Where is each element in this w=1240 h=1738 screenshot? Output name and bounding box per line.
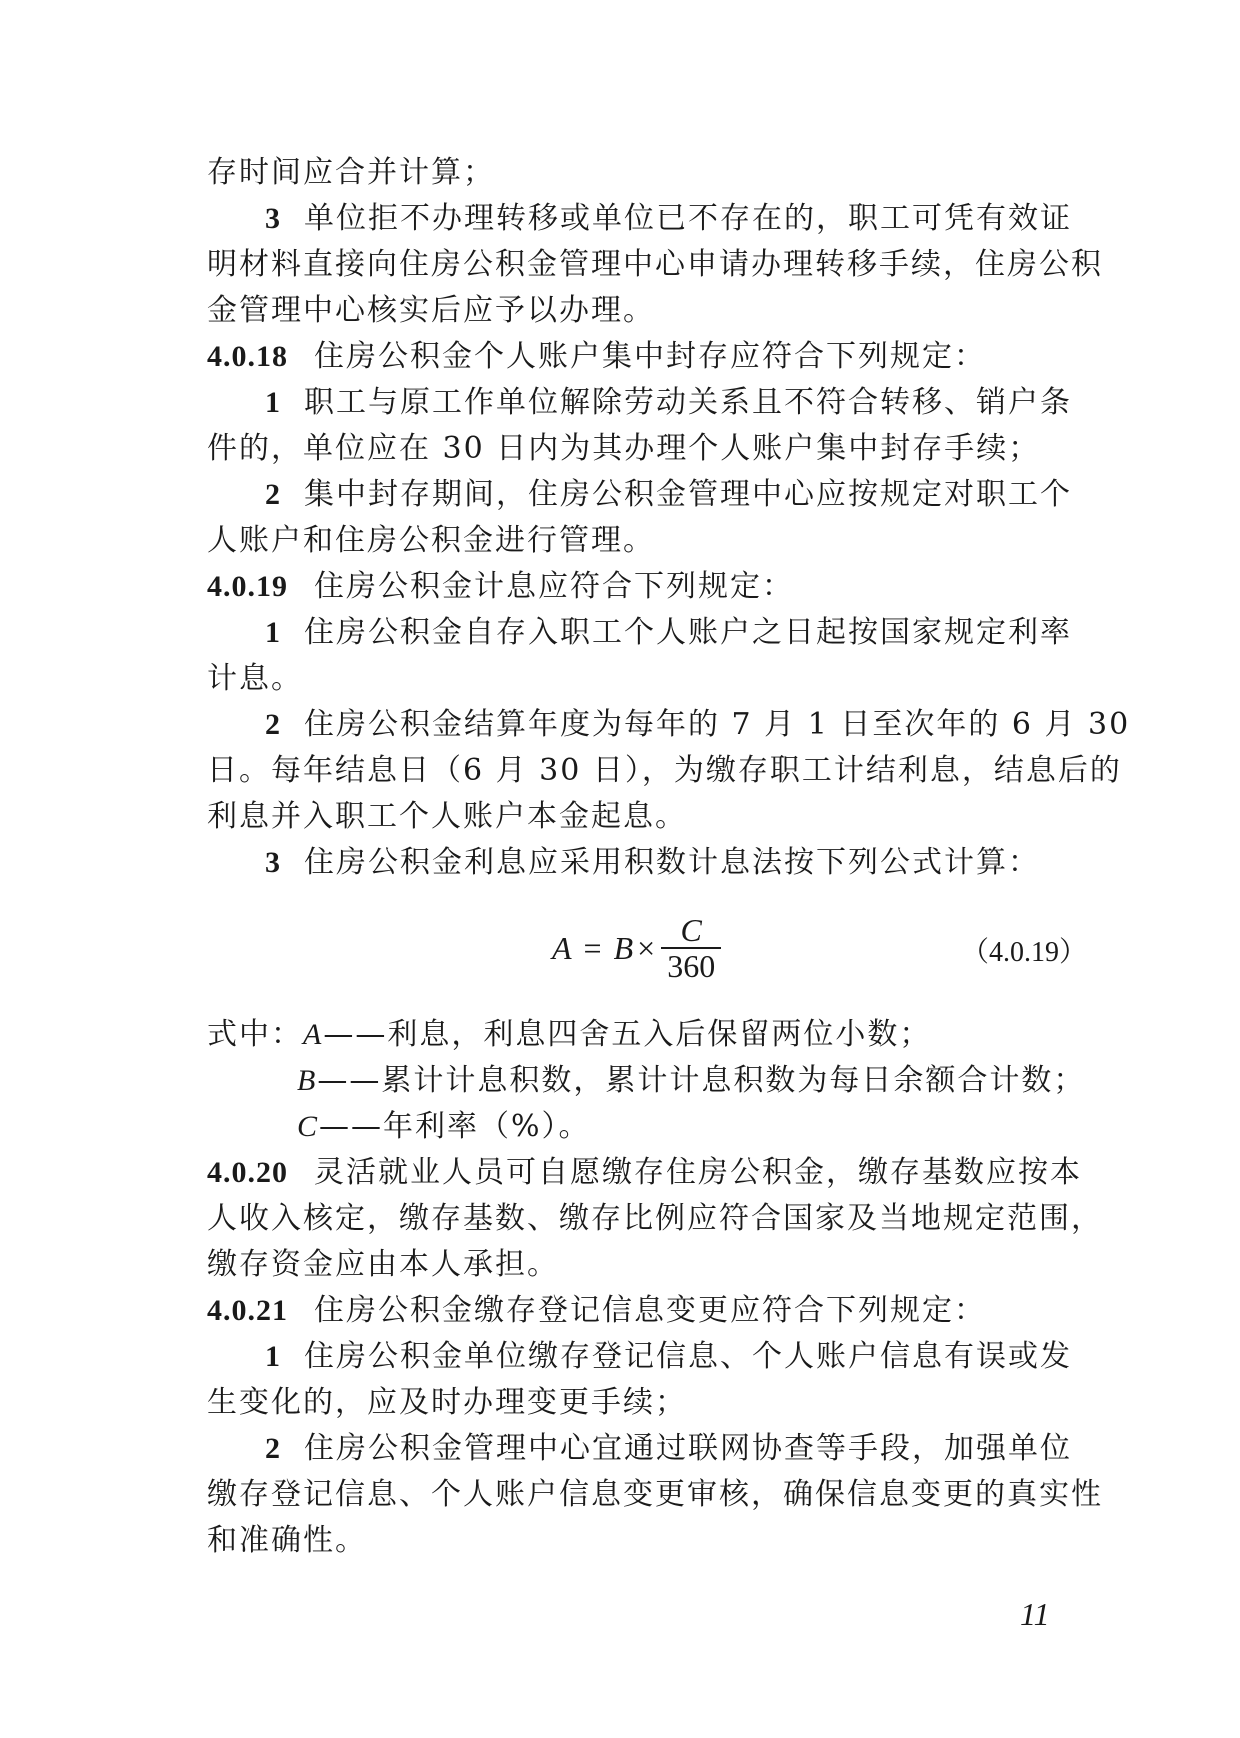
clause-text: 住房公积金个人账户集中封存应符合下列规定： [314,339,986,374]
list-item [207,610,1087,656]
text-line: 金管理中心核实后应予以办理。 [207,293,655,328]
list-item [207,1334,1087,1380]
formula-equals: = [583,929,602,966]
clause-heading [207,1150,1087,1196]
page-number: 11 [1020,1596,1050,1632]
where-prefix: 式中： [207,1017,303,1052]
text-line: 明材料直接向住房公积金管理中心申请办理转移手续，住房公积 [207,247,1103,282]
item-number: 1 [265,386,282,419]
item-text: 住房公积金自存入职工个人账户之日起按国家规定利率 [304,615,1072,650]
list-item [207,196,1087,242]
formula-var-a: A [552,929,572,966]
item-number: 2 [265,708,282,741]
text-line: 存时间应合并计算； [207,155,495,190]
where-desc-b: ——累计计息积数，累计计息积数为每日余额合计数； [317,1063,1086,1098]
where-line-b [207,1058,1087,1104]
text-line: 日。每年结息日（6 月 30 日），为缴存职工计结利息，结息后的 [207,753,1122,788]
text-line: 人账户和住房公积金进行管理。 [207,523,655,558]
text-line: 计息。 [207,661,303,696]
formula-numerator: C [680,912,702,948]
item-number: 1 [265,1340,282,1373]
text-line: 生变化的，应及时办理变更手续； [207,1385,687,1420]
clause-heading [207,564,1087,610]
clause-heading [207,1288,1087,1334]
body-text-top [207,150,1131,886]
clause-heading [207,334,1087,380]
formula-expression [552,908,721,988]
item-number: 1 [265,616,282,649]
text-line: 和准确性。 [207,1523,367,1558]
formula-denominator: 360 [667,948,716,984]
item-text: 住房公积金管理中心宜通过联网协查等手段，加强单位 [304,1431,1072,1466]
item-text: 集中封存期间，住房公积金管理中心应按规定对职工个 [304,477,1072,512]
text-line: 人收入核定，缴存基数、缴存比例应符合国家及当地规定范围， [207,1201,1103,1236]
formula-number: （4.0.19） [960,937,1087,968]
clause-number: 4.0.19 [207,570,288,603]
formula-fraction [661,913,721,983]
where-var-b: B [297,1064,318,1097]
text-line: 缴存资金应由本人承担。 [207,1247,559,1282]
text-line: 缴存登记信息、个人账户信息变更审核，确保信息变更的真实性 [207,1477,1103,1512]
list-item [207,1426,1087,1472]
clause-text: 住房公积金缴存登记信息变更应符合下列规定： [314,1293,986,1328]
where-line-a [207,1012,1087,1058]
formula-var-b: B [613,929,634,966]
list-item [207,380,1087,426]
item-number: 3 [265,846,282,879]
list-item [207,702,1131,748]
formula [207,908,1087,988]
text-line: 利息并入职工个人账户本金起息。 [207,799,687,834]
item-text: 住房公积金结算年度为每年的 7 月 1 日至次年的 6 月 30 [304,707,1131,742]
where-var-a: A [303,1018,324,1051]
clause-number: 4.0.21 [207,1294,288,1327]
item-text: 单位拒不办理转移或单位已不存在的，职工可凭有效证 [304,201,1072,236]
clause-text: 灵活就业人员可自愿缴存住房公积金，缴存基数应按本 [314,1155,1082,1190]
list-item [207,840,1087,886]
clause-number: 4.0.20 [207,1156,288,1189]
where-desc-a: ——利息，利息四舍五入后保留两位小数； [323,1017,932,1052]
formula-times: × [637,929,656,966]
clause-text: 住房公积金计息应符合下列规定： [314,569,794,604]
list-item [207,472,1087,518]
item-text: 住房公积金利息应采用积数计息法按下列公式计算： [304,845,1040,880]
text-line: 件的，单位应在 30 日内为其办理个人账户集中封存手续； [207,431,1041,466]
body-text-bottom [207,1012,1103,1564]
where-desc-c: ——年利率（%）。 [319,1109,591,1144]
where-line-c [207,1104,1087,1150]
item-number: 2 [265,478,282,511]
clause-number: 4.0.18 [207,340,288,373]
item-number: 3 [265,202,282,235]
item-text: 住房公积金单位缴存登记信息、个人账户信息有误或发 [304,1339,1072,1374]
where-var-c: C [297,1110,320,1143]
item-number: 2 [265,1432,282,1465]
item-text: 职工与原工作单位解除劳动关系且不符合转移、销户条 [304,385,1072,420]
